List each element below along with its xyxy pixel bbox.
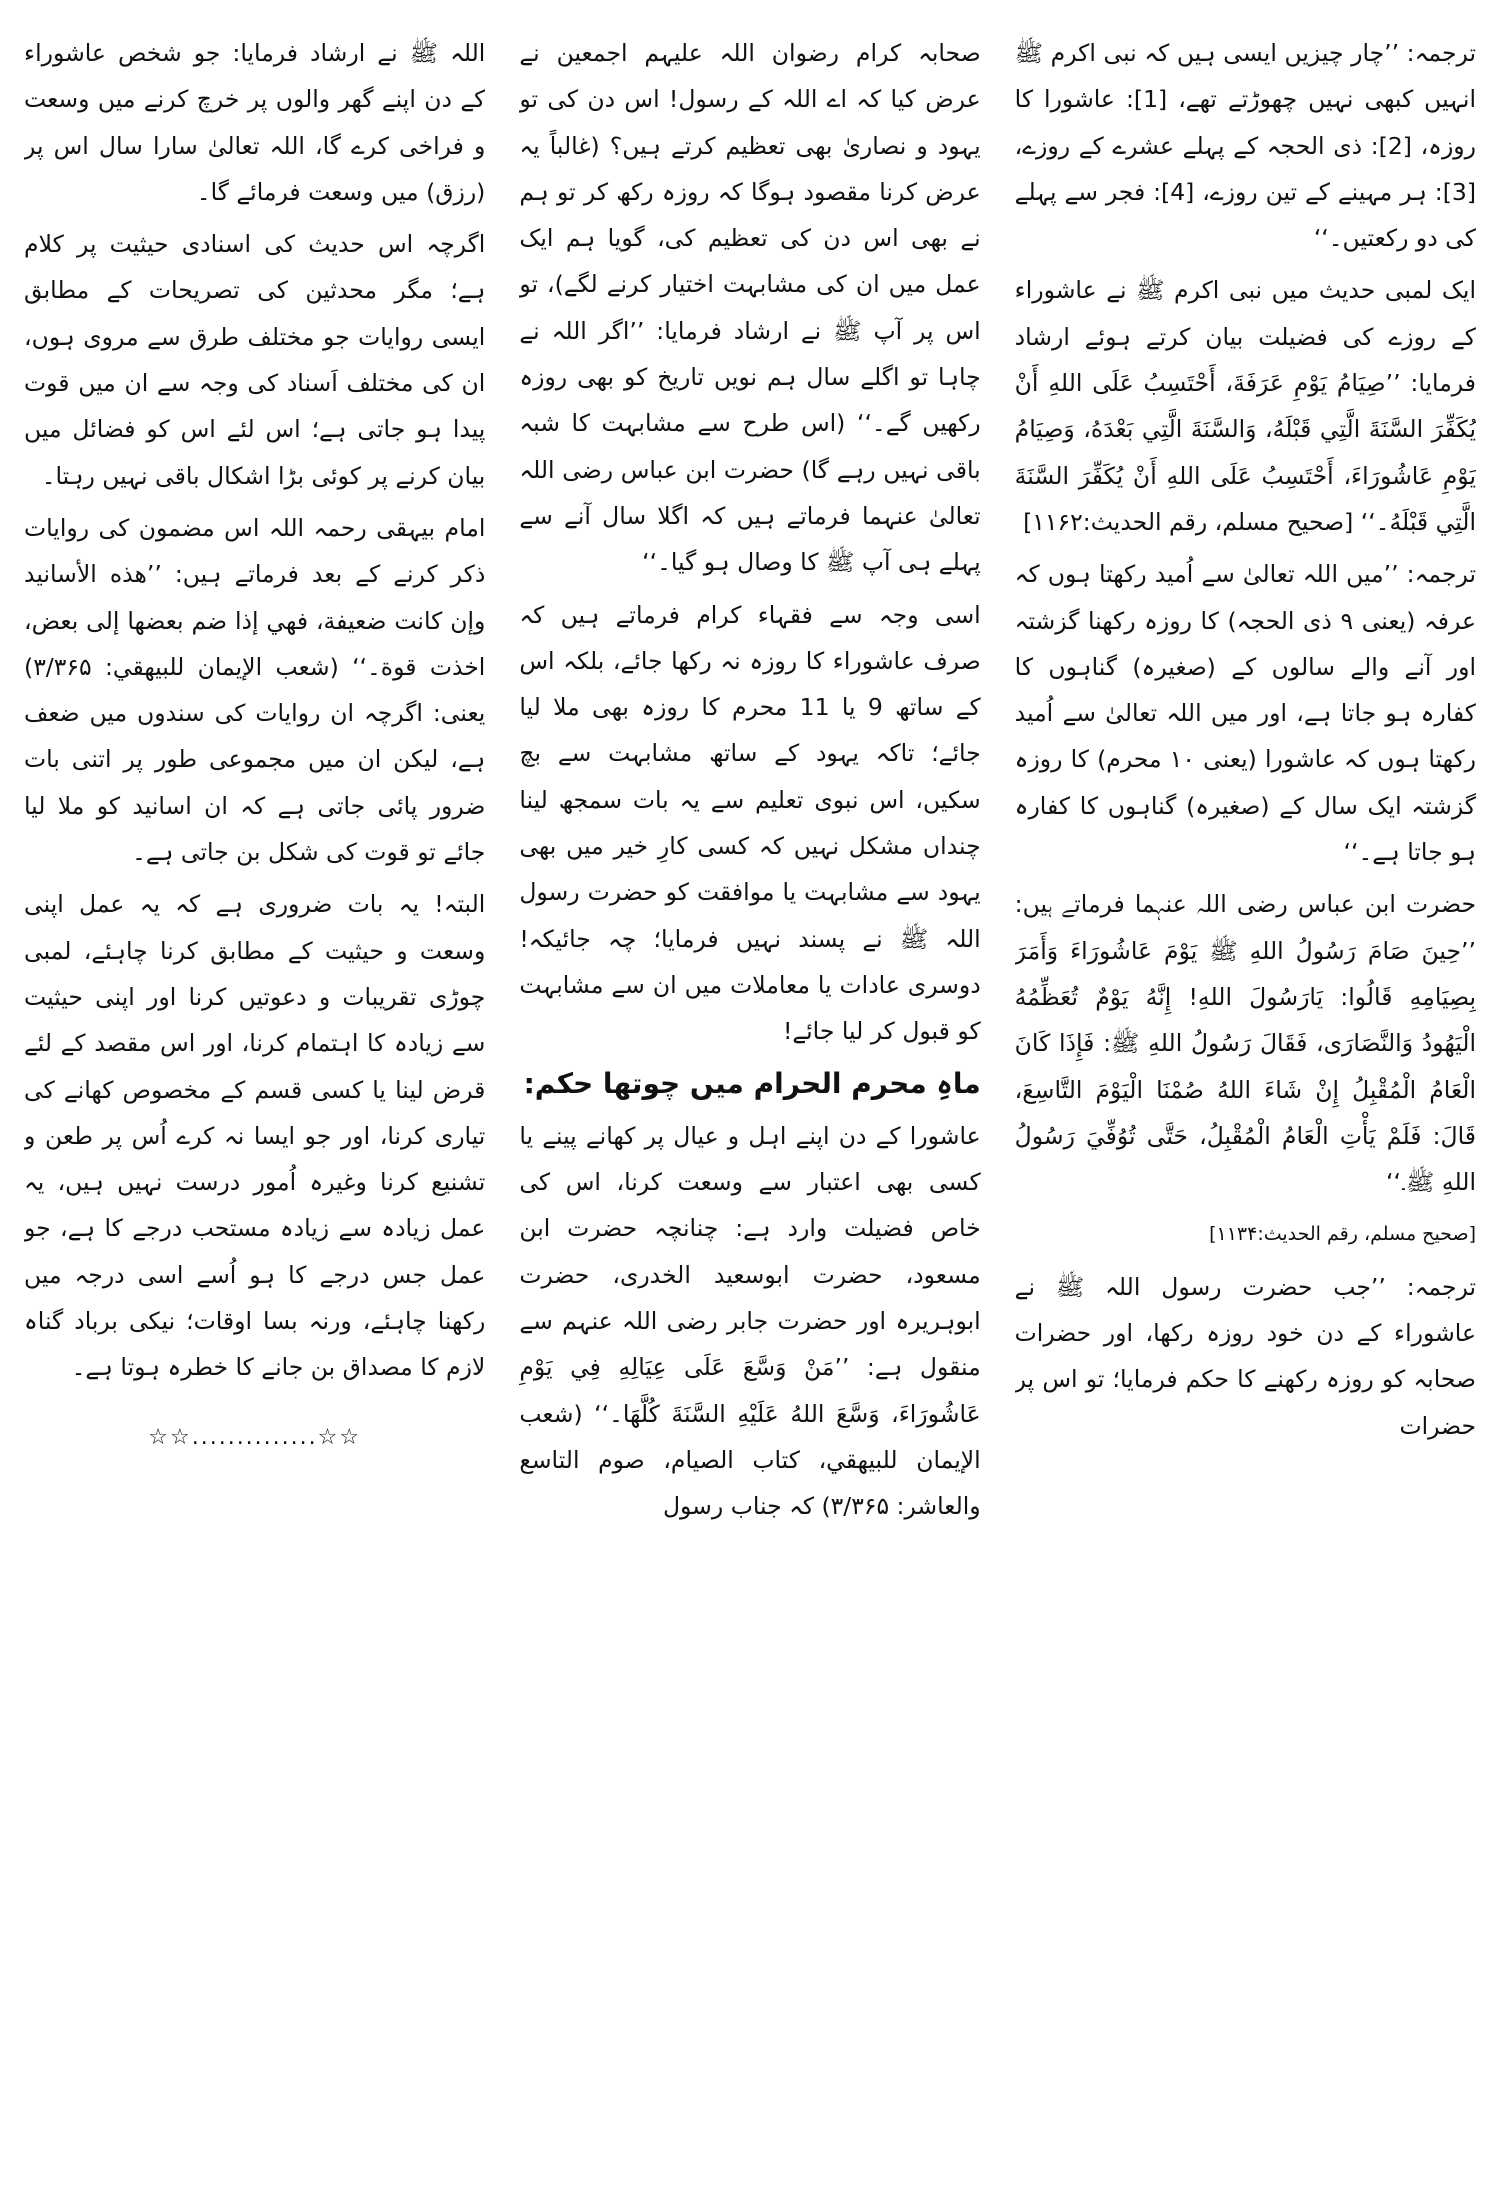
section-heading: ماہِ محرم الحرام میں چوتھا حکم:	[523, 1066, 981, 1100]
column-right	[1015, 30, 1476, 2180]
paragraph: اسی وجہ سے فقہاء کرام فرماتے ہیں کہ صرف عاشوراء کا روزہ نہ رکھا جائے، بلکہ اس کے ساتھ 9 یا 11 محرم کا روزہ بھی ملا لیا جائے؛ تاکہ یہود کے ساتھ مشابہت سے بچ سکیں، اس نبوی تعلیم سے یہ بات سمجھ لینا چنداں مشکل نہیں کہ کسی کارِ خیر میں بھی یہود سے مشابہت یا موافقت کو حضرت رسول اللہ ﷺ نے پسند نہیں فرمایا؛ چہ جائیکہ! دوسری عادات یا معاملات میں ان سے مشابہت کو قبول کر لیا جائے!	[519, 600, 981, 1046]
paragraph: ایک لمبی حدیث میں نبی اکرم ﷺ نے عاشوراء کے روزے کی فضیلت بیان کرتے ہوئے ارشاد فرمایا: ’’صِيَامُ يَوْمِ عَرَفَةَ، أَحْتَسِبُ عَلَى اللهِ أَنْ يُكَفِّرَ السَّنَةَ الَّتِي قَبْلَهُ، وَالسَّنَةَ الَّتِي بَعْدَهُ، وَصِيَامُ يَوْمِ عَاشُورَاءَ، أَحْتَسِبُ عَلَى اللهِ أَنْ يُكَفِّرَ السَّنَةَ الَّتِي قَبْلَهُ۔‘‘ [صحیح مسلم، رقم الحدیث:۱۱۶۲]	[1014, 276, 1476, 536]
hadith-reference: [صحیح مسلم، رقم الحدیث:۱۱۳۴]	[1209, 1223, 1476, 1246]
paragraph: اگرچہ اس حدیث کی اسنادی حیثیت پر کلام ہے؛ مگر محدثین کی تصریحات کے مطابق ایسی روایات جو مختلف طرق سے مروی ہوں، ان کی مختلف اَسناد کی وجہ سے ان میں قوت پیدا ہو جاتی ہے؛ اس لئے اس کو فضائل میں بیان کرنے پر کوئی بڑا اشکال باقی نہیں رہتا۔	[24, 230, 486, 490]
paragraph: امام بیہقی رحمہ اللہ اس مضمون کی روایات ذکر کرنے کے بعد فرماتے ہیں: ’’هذه الأسانيد وإن كانت ضعيفة، فهي إذا ضم بعضها إلى بعض، اخذت قوة۔‘‘ (شعب الإيمان للبيهقي: ۳/۳۶۵) یعنی: اگرچہ ان روایات کی سندوں میں ضعف ہے، لیکن ان میں مجموعی طور پر اتنی بات ضرور پائی جاتی ہے کہ ان اسانید کو ملا لیا جائے تو قوت کی شکل بن جاتی ہے۔	[24, 513, 486, 867]
paragraph: صحابہ کرام رضوان اللہ علیہم اجمعین نے عرض کیا کہ اے اللہ کے رسول! اس دن کی تو یہود و نصاریٰ بھی تعظیم کرتے ہیں؟ (غالباً یہ عرض کرنا مقصود ہوگا کہ روزہ رکھ کر تو ہم نے بھی اس دن کی تعظیم کی، گویا ہم ایک عمل میں ان کی مشابہت اختیار کرنے لگے)، تو اس پر آپ ﷺ نے ارشاد فرمایا: ’’اگر اللہ نے چاہا تو اگلے سال ہم نویں تاریخ کو بھی روزہ رکھیں گے۔‘‘ (اس طرح سے مشابہت کا شبہ باقی نہیں رہے گا) حضرت ابن عباس رضی اللہ تعالیٰ عنہما فرماتے ہیں کہ اگلا سال آنے سے پہلے ہی آپ ﷺ کا وصال ہو گیا۔‘‘	[519, 39, 981, 577]
paragraph: اللہ ﷺ نے ارشاد فرمایا: جو شخص عاشوراء کے دن اپنے گھر والوں پر خرچ کرنے میں وسعت و فراخی کرے گا، اللہ تعالیٰ سارا سال اس پر (رزق) میں وسعت فرمائے گا۔	[24, 39, 486, 206]
column-middle	[519, 30, 980, 2180]
paragraph: ترجمہ: ’’جب حضرت رسول اللہ ﷺ نے عاشوراء کے دن خود روزہ رکھا، اور حضرات صحابہ کو روزہ رکھنے کا حکم فرمایا؛ تو اس پر حضرات	[1014, 1272, 1476, 1440]
paragraph: ترجمہ: ’’چار چیزیں ایسی ہیں کہ نبی اکرم ﷺ انہیں کبھی نہیں چھوڑتے تھے، [1]: عاشورا کا روزہ، [2]: ذی الحجہ کے پہلے عشرے کے روزے، [3]: ہر مہینے کے تین روزے، [4]: فجر سے پہلے کی دو رکعتیں۔‘‘	[1014, 39, 1476, 253]
paragraph: ترجمہ: ’’میں اللہ تعالیٰ سے اُمید رکھتا ہوں کہ عرفہ (یعنی ۹ ذی الحجہ) کا روزہ رکھنا گزشتہ اور آنے والے سالوں کے (صغیرہ) گناہوں کا کفارہ ہو جاتا ہے، اور میں اللہ تعالیٰ سے اُمید رکھتا ہوں کہ عاشورا (یعنی ۱۰ محرم) کا روزہ گزشتہ ایک سال کے (صغیرہ) گناہوں کا کفارہ ہو جاتا ہے۔‘‘	[1014, 560, 1476, 867]
text-columns	[24, 30, 1476, 2180]
column-left	[24, 30, 485, 2180]
section-end-ornament: ☆☆..............☆☆	[148, 1424, 362, 1450]
paragraph: حضرت ابن عباس رضی اللہ عنہما فرماتے ہیں: ’’حِينَ صَامَ رَسُولُ اللهِ ﷺ يَوْمَ عَاشُورَاءَ وَأَمَرَ بِصِيَامِهِ قَالُوا: يَارَسُولَ اللهِ! إِنَّهُ يَوْمٌ تُعَظِّمُهُ الْيَهُودُ وَالنَّصَارَى، فَقَالَ رَسُولُ اللهِ ﷺ: فَإِذَا كَانَ الْعَامُ الْمُقْبِلُ إِنْ شَاءَ اللهُ صُمْنَا الْيَوْمَ التَّاسِعَ، قَالَ: فَلَمْ يَأْتِ الْعَامُ الْمُقْبِلُ، حَتَّى تُوُفِّيَ رَسُولُ اللهِ ﷺ۔‘‘	[1014, 890, 1476, 1197]
paragraph: البتہ! یہ بات ضروری ہے کہ یہ عمل اپنی وسعت و حیثیت کے مطابق کرنا چاہئے، لمبی چوڑی تقریبات و دعوتیں کرنا اور اپنی حیثیت سے زیادہ کا اہتمام کرنا، اور اس مقصد کے لئے قرض لینا یا کسی قسم کے مخصوص کھانے کی تیاری کرنا، اور جو ایسا نہ کرے اُس پر طعن و تشنیع کرنا وغیرہ اُمور درست نہیں ہیں، یہ عمل زیادہ سے زیادہ مستحب درجے کا ہے، جو عمل جس درجے کا ہو اُسے اسی درجہ میں رکھنا چاہئے، ورنہ بسا اوقات؛ نیکی برباد گناہ لازم کا مصداق بن جانے کا خطرہ ہوتا ہے۔	[24, 890, 486, 1382]
paragraph: عاشورا کے دن اپنے اہل و عیال پر کھانے پینے یا کسی بھی اعتبار سے وسعت کرنا، اس کی خاص فضیلت وارد ہے: چنانچہ حضرت ابن مسعود، حضرت ابوسعید الخدری، حضرت ابوہریرہ اور حضرت جابر رضی اللہ عنہم سے منقول ہے: ’’مَنْ وَسَّعَ عَلَى عِيَالِهِ فِي يَوْمِ عَاشُورَاءَ، وَسَّعَ اللهُ عَلَيْهِ السَّنَةَ كُلَّهَا۔‘‘ (شعب الإيمان للبيهقي، كتاب الصيام، صوم التاسع والعاشر: ۳/۳۶۵) کہ جناب رسول	[519, 1121, 981, 1521]
